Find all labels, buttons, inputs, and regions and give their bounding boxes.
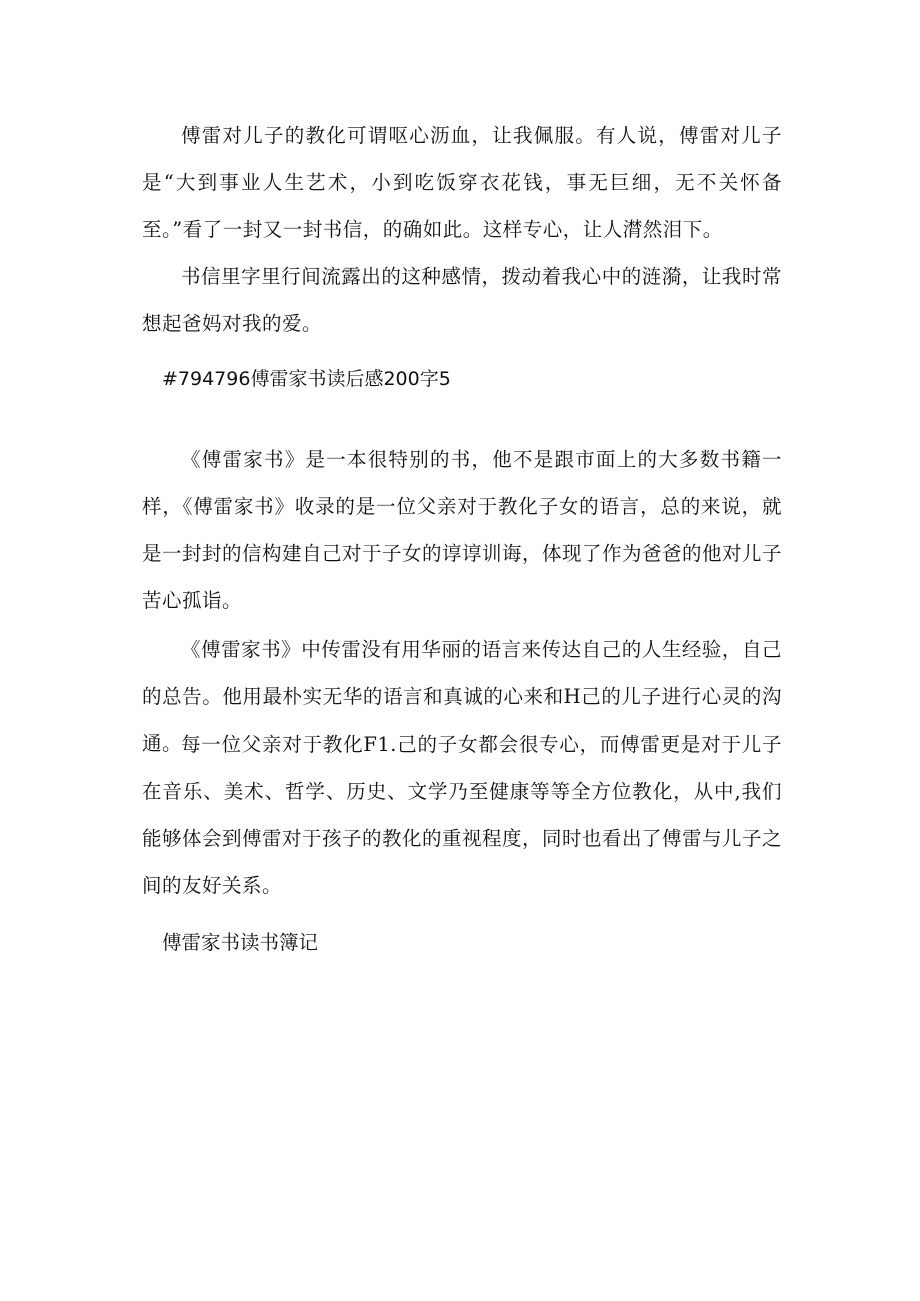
paragraph-plain-language: 《傅雷家书》中传雷没有用华丽的语言来传达自己的人生经验，自己的总告。他用最朴实无华的语言和真诚的心来和H己的儿子进行心灵的沟通。 (142, 638, 782, 755)
paragraph-teaching-devotion: 傅雷对儿子的教化可谓呕心沥血，让我佩服。有人说，傅雷对儿子是“大到事业人生艺术，小到吃饭穿衣花钱，事无巨细，无不关怀备至。”看了一封又一封书信，的确如此。这样专心，让人潸然泪下。 (142, 124, 782, 241)
section-heading: #794796傅雷家书读后感200字5 (162, 368, 451, 390)
paragraph-book-intro: 《傅雷家书》是一本很特别的书，他不是跟市面上的大多数书籍一样，《傅雷家书》收录的是一位父亲对于教化子女的语言，总的来说，就是一封封的信构建自己对于子女的谆谆训诲，体现了作为爸爸的他对儿子苦心孤诣。 (142, 448, 783, 612)
paragraph-letters-emotion: 书信里字里行间流露出的这种感情，拨动着我心中的涟漪，让我时常想起爸妈对我的爱。 (142, 265, 782, 335)
reading-notes-title: 傅雷家书读书簿记 (162, 931, 319, 954)
paragraph-all-round-teaching: 每一位父亲对于教化F1.己的子女都会很专心，而傅雷更是对于儿子在音乐、美术、哲学、历史、文学乃至健康等等全方位教化，从中,我们能够体会到傅雷对于孩子的教化的重视程度，同时也看出了傅雷与儿子之间的友好关系。 (142, 733, 783, 897)
